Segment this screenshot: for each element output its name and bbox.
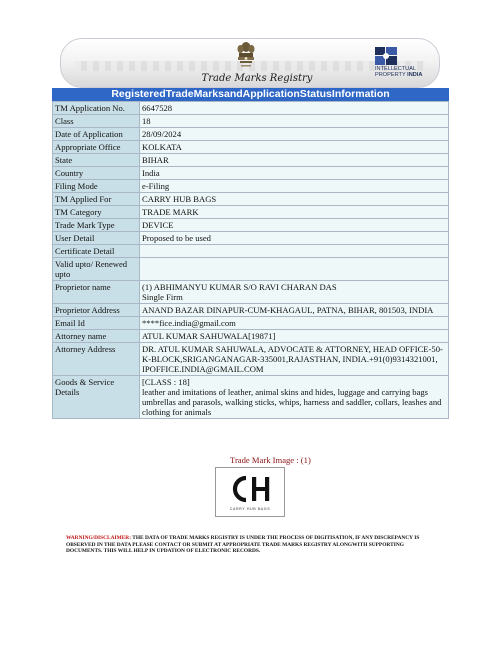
application-status-table xyxy=(52,101,449,419)
row-value: CARRY HUB BAGS xyxy=(140,193,449,206)
warning-disclaimer xyxy=(66,535,438,555)
row-value: 6647528 xyxy=(140,102,449,115)
ip-india-text xyxy=(375,66,422,79)
table-row xyxy=(53,180,449,193)
row-label: Filing Mode xyxy=(53,180,140,193)
ip-line-2: PROPERTY INDIA xyxy=(375,72,423,79)
registry-title: Trade Marks Registry xyxy=(201,73,313,84)
row-label: Attorney Address xyxy=(53,343,140,376)
row-label: Date of Application xyxy=(53,128,140,141)
row-label: Valid upto/ Renewed upto xyxy=(53,258,140,281)
goods-description-value: leather and imitations of leather, animal skins and hides, luggage and carrying bags umbrellas and parasols, walking sticks, whips, harness and saddler, collars, leashes and clothing for animals xyxy=(142,387,442,417)
row-value: DEVICE xyxy=(140,219,449,232)
trade-mark-subtext: CARRY HUB BAGS xyxy=(229,507,271,511)
table-row xyxy=(53,343,449,376)
row-value: TRADE MARK xyxy=(140,206,449,219)
row-value: BIHAR xyxy=(140,154,449,167)
warning-text: THE DATA OF TRADE MARKS REGISTRY IS UNDER THE PROCESS OF DIGITISATION, IF ANY DISCREPANCY IS OBSERVED IN THE DATA PLEASE CONTACT OR SUBMIT AT APPROPRIATE TRADE MARKS REGISTRY ALONGWITH SUPPORTING DOCUMENTS. THIS WILL HELP IN UPDATION OF ELECTRONIC RECORDS. xyxy=(66,535,420,555)
row-label: TM Applied For xyxy=(53,193,140,206)
row-value xyxy=(140,281,449,304)
table-row xyxy=(53,193,449,206)
row-value: ANAND BAZAR DINAPUR-CUM-KHAGAUL, PATNA, BIHAR, 801503, INDIA xyxy=(140,304,449,317)
row-value xyxy=(140,258,449,281)
row-label: User Detail xyxy=(53,232,140,245)
row-label: Proprietor Address xyxy=(53,304,140,317)
table-row xyxy=(53,219,449,232)
row-value: DR. ATUL KUMAR SAHUWALA, ADVOCATE & ATTORNEY, HEAD OFFICE-50-K-BLOCK,SRIGANGANAGAR-335001,RAJASTHAN, INDIA.+91(0)9314321001, IPOFFICE.INDIA@GMAIL.COM xyxy=(140,343,449,376)
row-value xyxy=(140,376,449,419)
row-label: State xyxy=(53,154,140,167)
row-label: Appropriate Office xyxy=(53,141,140,154)
table-row xyxy=(53,128,449,141)
table-row xyxy=(53,304,449,317)
table-row xyxy=(53,115,449,128)
table-row xyxy=(53,167,449,180)
trade-mark-image xyxy=(215,467,285,517)
table-row xyxy=(53,154,449,167)
row-label: Proprietor name xyxy=(53,281,140,304)
row-label: Country xyxy=(53,167,140,180)
row-label: Trade Mark Type xyxy=(53,219,140,232)
warning-label: WARNING/DISCLAIMER: xyxy=(66,535,131,541)
trade-mark-image-caption: Trade Mark Image : (1) xyxy=(230,455,311,465)
row-value: 28/09/2024 xyxy=(140,128,449,141)
row-value: e-Filing xyxy=(140,180,449,193)
row-label: Class xyxy=(53,115,140,128)
row-value: ****fice.india@gmail.com xyxy=(140,317,449,330)
row-value: Proposed to be used xyxy=(140,232,449,245)
table-row xyxy=(53,330,449,343)
row-value: KOLKATA xyxy=(140,141,449,154)
table-row xyxy=(53,245,449,258)
table-row xyxy=(53,232,449,245)
row-label: TM Category xyxy=(53,206,140,219)
row-value: 18 xyxy=(140,115,449,128)
table-row xyxy=(53,258,449,281)
section-title-bar: RegisteredTradeMarksandApplicationStatusInformation xyxy=(52,88,449,101)
row-value: India xyxy=(140,167,449,180)
table-row xyxy=(53,141,449,154)
proprietor-name-value: (1) ABHIMANYU KUMAR S/O RAVI CHARAN DAS xyxy=(142,282,337,292)
state-emblem-icon xyxy=(235,40,257,74)
row-value xyxy=(140,245,449,258)
proprietor-type-value: Single Firm xyxy=(142,292,183,302)
row-value: ATUL KUMAR SAHUWALA[19871] xyxy=(140,330,449,343)
row-label: Email Id xyxy=(53,317,140,330)
row-label: Goods & Service Details xyxy=(53,376,140,419)
row-label: TM Application No. xyxy=(53,102,140,115)
table-row xyxy=(53,206,449,219)
ip-line-1: INTELLECTUAL xyxy=(375,66,417,72)
table-row xyxy=(53,281,449,304)
table-row xyxy=(53,317,449,330)
ip-india-logo-icon xyxy=(375,47,397,65)
row-label: Certificate Detail xyxy=(53,245,140,258)
registry-banner xyxy=(60,38,440,88)
row-label: Attorney name xyxy=(53,330,140,343)
table-row xyxy=(53,102,449,115)
goods-class-value: [CLASS : 18] xyxy=(142,377,190,387)
table-row xyxy=(53,376,449,419)
